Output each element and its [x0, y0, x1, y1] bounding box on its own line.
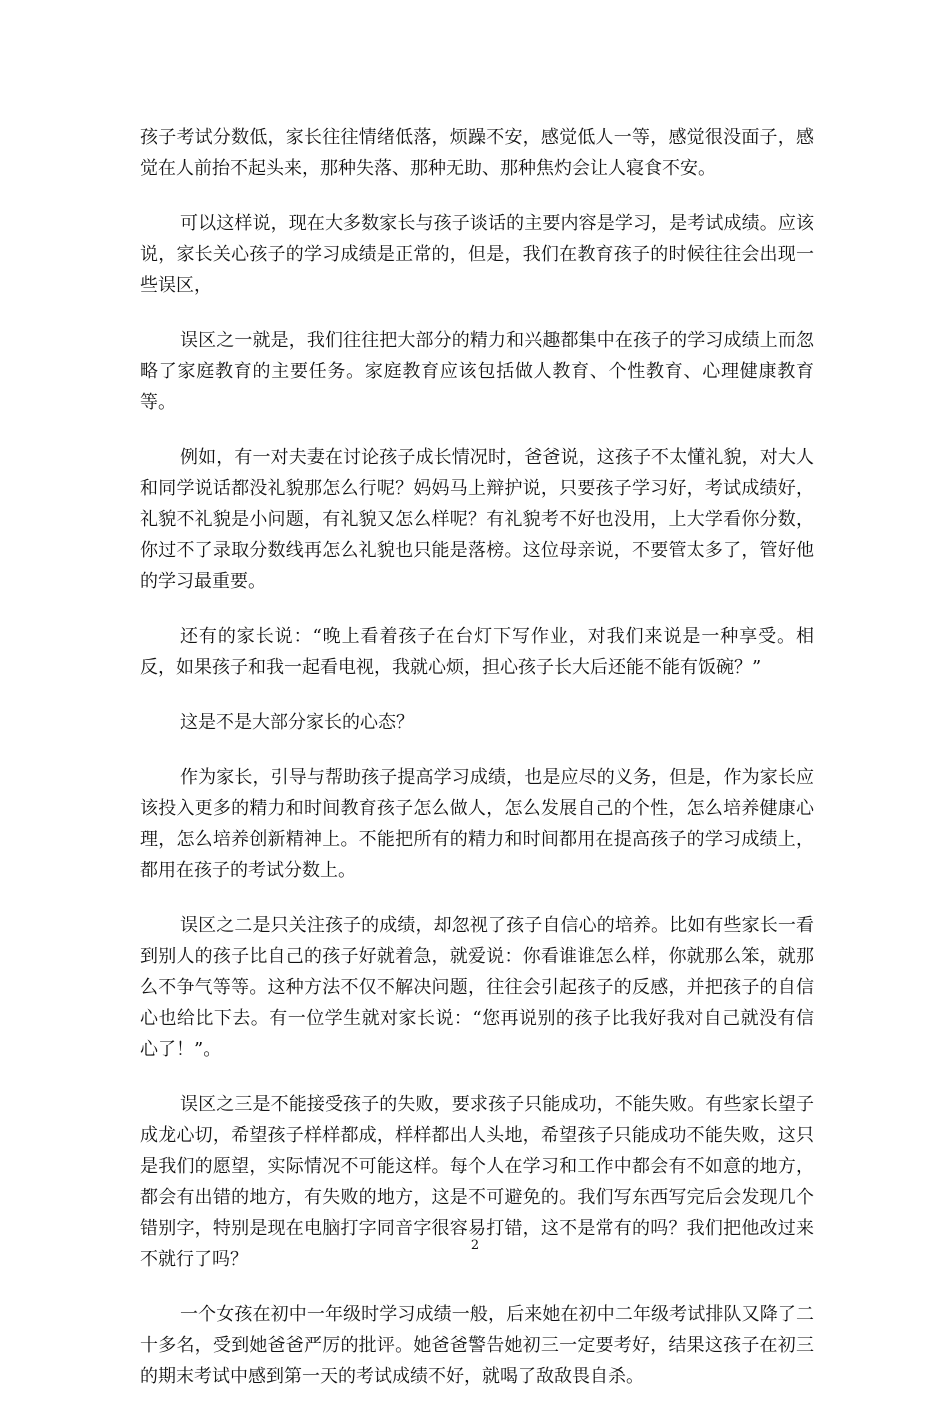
document-body — [140, 122, 814, 1416]
paragraph-2: 可以这样说，现在大多数家长与孩子谈话的主要内容是学习，是考试成绩。应该说，家长关心孩子的学习成绩是正常的，但是，我们在教育孩子的时候往往会出现一些误区， — [140, 213, 814, 296]
paragraph-6: 这是不是大部分家长的心态？ — [180, 712, 414, 733]
paragraph-3: 误区之一就是，我们往往把大部分的精力和兴趣都集中在孩子的学习成绩上而忽略了家庭教育的主要任务。家庭教育应该包括做人教育、个性教育、心理健康教育等。 — [140, 330, 814, 413]
paragraph-10: 一个女孩在初中一年级时学习成绩一般，后来她在初中二年级考试排队又降了二十多名，受到她爸爸严厉的批评。她爸爸警告她初三一定要考好，结果这孩子在初三的期末考试中感到第一天的考试成绩不好，就喝了敌敌畏自杀。 — [140, 1304, 814, 1387]
page-number: 2 — [470, 1238, 480, 1253]
paragraph-4: 例如，有一对夫妻在讨论孩子成长情况时，爸爸说，这孩子不太懂礼貌，对大人和同学说话都没礼貌那怎么行呢？妈妈马上辩护说，只要孩子学习好，考试成绩好，礼貌不礼貌是小问题，有礼貌又怎么样呢？有礼貌考不好也没用，上大学看你分数，你过不了录取分数线再怎么礼貌也只能是落榜。这位母亲说，不要管太多了，管好他的学习最重要。 — [140, 447, 814, 592]
paragraph-9: 误区之三是不能接受孩子的失败，要求孩子只能成功，不能失败。有些家长望子成龙心切，希望孩子样样都成，样样都出人头地，希望孩子只能成功不能失败，这只是我们的愿望，实际情况不可能这样。每个人在学习和工作中都会有不如意的地方，都会有出错的地方，有失败的地方，这是不可避免的。我们写东西写完后会发现几个错别字，特别是现在电脑打字同音字很容易打错，这不是常有的吗？我们把他改过来不就行了吗？ — [140, 1094, 814, 1270]
paragraph-7: 作为家长，引导与帮助孩子提高学习成绩，也是应尽的义务，但是，作为家长应该投入更多的精力和时间教育孩子怎么做人，怎么发展自己的个性，怎么培养健康心理，怎么培养创新精神上。不能把所有的精力和时间都用在提高孩子的学习成绩上，都用在孩子的考试分数上。 — [140, 767, 814, 881]
paragraph-5: 还有的家长说：“晚上看着孩子在台灯下写作业，对我们来说是一种享受。相反，如果孩子和我一起看电视，我就心烦，担心孩子长大后还能不能有饭碗？” — [140, 626, 814, 678]
paragraph-8: 误区之二是只关注孩子的成绩，却忽视了孩子自信心的培养。比如有些家长一看到别人的孩子比自己的孩子好就着急，就爱说：你看谁谁怎么样，你就那么笨，就那么不争气等等。这种方法不仅不解决问题，往往会引起孩子的反感，并把孩子的自信心也给比下去。有一位学生就对家长说：“您再说别的孩子比我好我对自己就没有信心了！”。 — [140, 915, 814, 1060]
paragraph-1: 孩子考试分数低，家长往往情绪低落，烦躁不安，感觉低人一等，感觉很没面子，感觉在人前抬不起头来，那种失落、那种无助、那种焦灼会让人寝食不安。 — [140, 127, 814, 179]
